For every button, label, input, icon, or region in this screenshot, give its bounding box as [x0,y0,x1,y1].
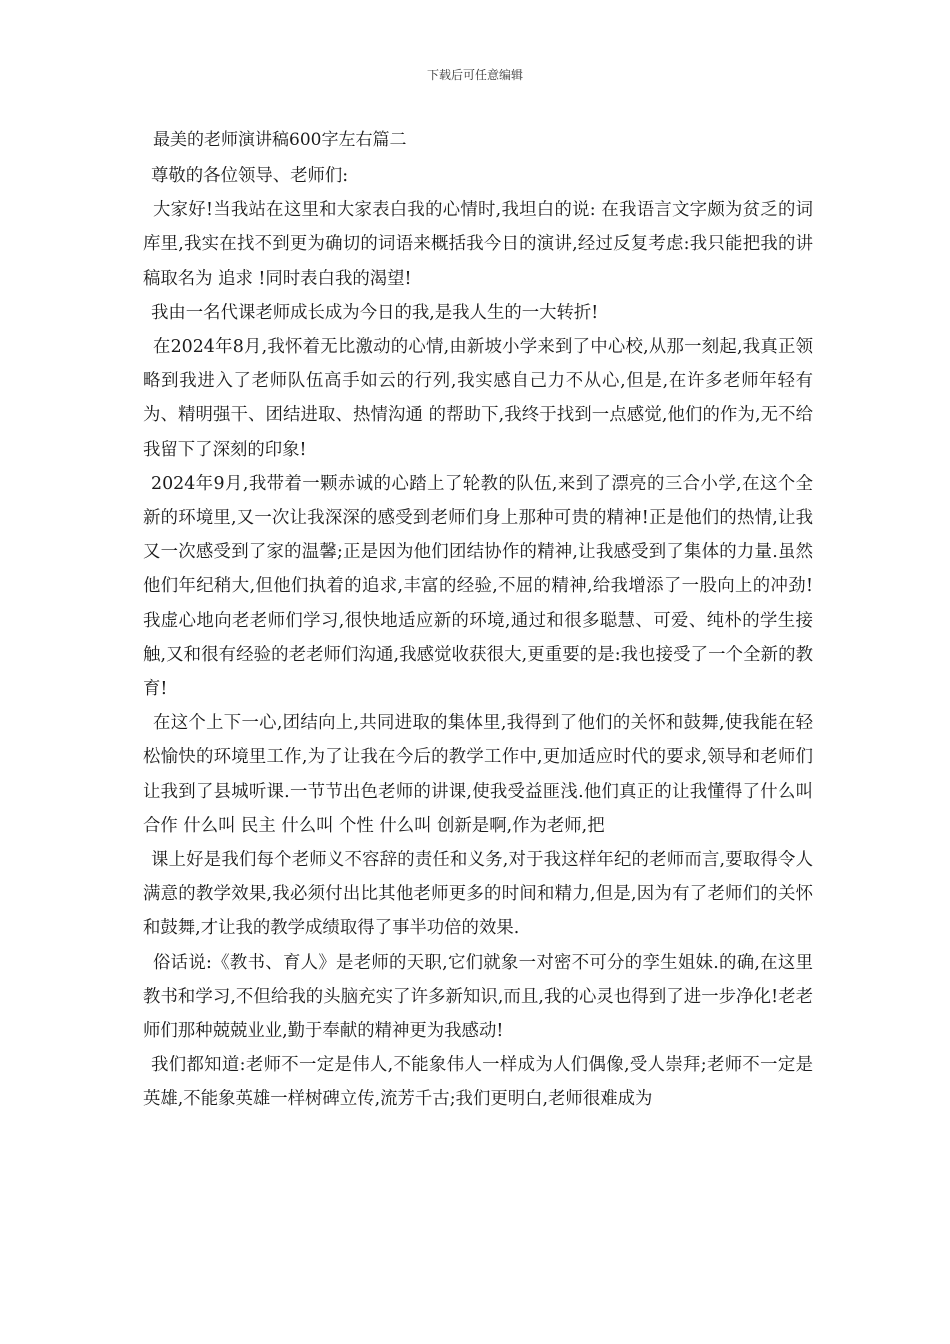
document-body [143,125,813,1117]
paragraph: 我们都知道:老师不一定是伟人,不能象伟人一样成为人们偶像,受人崇拜;老师不一定是英雄,不能象英雄一样树碑立传,流芳千古;我们更明白,老师很难成为 [143,1055,813,1110]
paragraph: 2024年9月,我带着一颗赤诚的心踏上了轮教的队伍,来到了漂亮的三合小学,在这个全新的环境里,又一次让我深深的感受到老师们身上那种可贵的精神!正是他们的热情,让我又一次感受到了家的温馨;正是因为他们团结协作的精神,让我感受到了集体的力量.虽然他们年纪稍大,但他们执着的追求,丰富的经验,不屈的精神,给我增添了一股向上的冲劲!我虚心地向老老师们学习,很快地适应新的环境,通过和很多聪慧、可爱、纯朴的学生接触,又和很有经验的老老师们沟通,我感觉收获很大,更重要的是:我也接受了一个全新的教育! [143,473,813,700]
paragraph: 在这个上下一心,团结向上,共同进取的集体里,我得到了他们的关怀和鼓舞,使我能在轻松愉快的环境里工作,为了让我在今后的教学工作中,更加适应时代的要求,领导和老师们让我到了县城听课.一节节出色老师的讲课,使我受益匪浅.他们真正的让我懂得了什么叫 合作 什么叫 民主 什么叫 个性 什么叫 创新是啊,作为老师,把 [143,713,813,836]
paragraph: 课上好是我们每个老师义不容辞的责任和义务,对于我这样年纪的老师而言,要取得令人满意的教学效果,我必须付出比其他老师更多的时间和精力,但是,因为有了老师们的关怀和鼓舞,才让我的教学成绩取得了事半功倍的效果. [143,850,813,939]
page-header-note: 下载后可任意编辑 [426,68,523,82]
paragraph: 在2024年8月,我怀着无比激动的心情,由新坡小学来到了中心校,从那一刻起,我真正领略到我进入了老师队伍高手如云的行列,我实感自己力不从心,但是,在许多老师年轻有为、精明强干、团结进取、热情沟通 的帮助下,我终于找到一点感觉,他们的作为,无不给我留下了深刻的印象! [143,337,813,460]
paragraph: 大家好!当我站在这里和大家表白我的心情时,我坦白的说: 在我语言文字颇为贫乏的词库里,我实在找不到更为确切的词语来概括我今日的演讲,经过反复考虑:我只能把我的讲稿取名为 追求 !同时表白我的渴望! [143,200,813,289]
paragraph: 俗话说:《教书、育人》是老师的天职,它们就象一对密不可分的孪生姐妹.的确,在这里教书和学习,不但给我的头脑充实了许多新知识,而且,我的心灵也得到了进一步净化!老老师们那种兢兢业业,勤于奉献的精神更为我感动! [143,952,813,1042]
salutation: 尊敬的各位领导、老师们: [151,166,349,186]
paragraph: 我由一名代课老师成长成为今日的我,是我人生的一大转折! [151,302,599,323]
document-title: 最美的老师演讲稿600字左右篇二 [153,130,407,150]
